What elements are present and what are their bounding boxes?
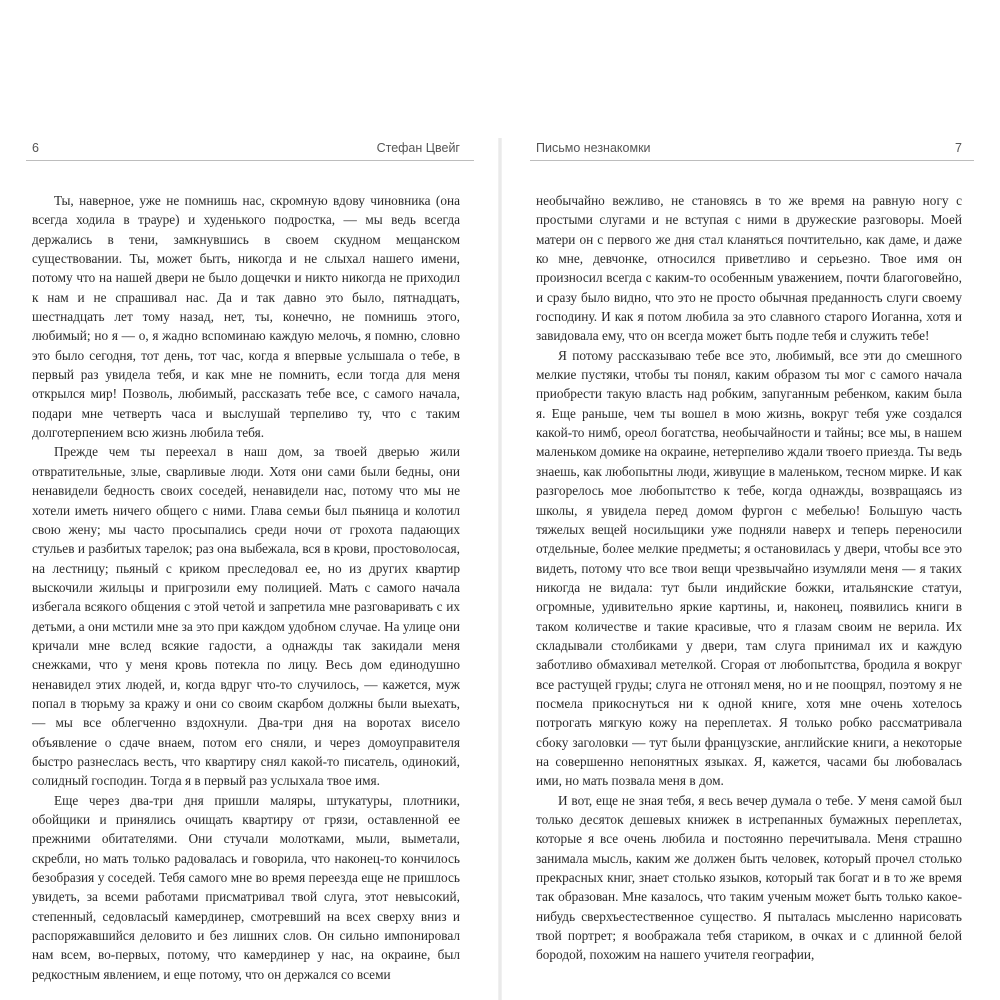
- left-text-block: [26, 161, 474, 984]
- right-page-number: 7: [955, 141, 962, 155]
- right-page: [530, 138, 974, 1000]
- paragraph: Еще через два-три дня пришли маляры, штукатуры, плотники, обойщики и принялись очищать квартиру от грязи, оставленной ее прежними обитателями. Они стучали молотками, мыли, выметали, скребли, но мать только радовалась и говорила, что наконец-то кончилось безобразия у соседей. Тебя самого мне во время переезда еще не пришлось увидеть, за всеми работами присматривал твой слуга, этот невысокий, степенный, седовласый камердинер, смотревший на всех сверху вниз и распоряжавшийся деловито и без лишних слов. Он сильно импонировал нам всем, во-первых, потому, что камердинер у нас, на окраине, был редкостным явлением, и еще потому, что он держался со всеми: [32, 792, 460, 982]
- right-text-block: [530, 161, 974, 965]
- book-gutter: [498, 138, 502, 1000]
- left-running-title: Стефан Цвейг: [376, 141, 460, 155]
- paragraph: Ты, наверное, уже не помнишь нас, скромную вдову чиновника (она всегда ходила в трауре) и худенького подростка, — мы ведь всегда держались в тени, замкнувшись в своем скудном мещанском существовании. Ты, может быть, никогда и не слыхал нашего имени, потому что на нашей двери не было дощечки и никто никогда не приходил к нам и не спрашивал нас. Да и так давно это было, пятнадцать, шестнадцать лет тому назад, нет, ты, конечно, не помнишь этого, любимый; но я — о, я жадно вспоминаю каждую мелочь, я помню, словно это было сегодня, тот день, тот час, когда я впервые услышала о тебе, в первый раз увидела тебя, и как мне не помнить, если тогда для меня открылся мир! Позволь, любимый, рассказать тебе все, с самого начала, подари мне четверть часа и выслушай терпеливо ту, что с таким долготерпением всю жизнь любила тебя.: [32, 193, 460, 441]
- paragraph-continued: необычайно вежливо, не становясь в то же время на равную ногу с простыми слугами и не вступая с ними в дружеские разговоры. Моей матери он с первого же дня стал кланяться почтительно, как даме, и даже ко мне, девчонке, относился приветливо и серьезно. Твое имя он произносил всегда с каким-то особенным уважением, почти благоговейно, и сразу было видно, что это не просто обычная преданность слуги своему господину. И как я потом любила за это славного старого Иоганна, хотя и завидовала ему, что он всегда может быть подле тебя и служить тебе!: [536, 193, 962, 344]
- paragraph: Прежде чем ты переехал в наш дом, за твоей дверью жили отвратительные, злые, сварливые люди. Хотя они сами были бедны, они ненавидели бедность своих соседей, ненавидели нас, потому что мы не хотели иметь ничего общего с ними. Глава семьи был пьяница и колотил свою жену; мы часто просыпались среди ночи от грохота падающих стульев и разбитых тарелок; раз она выбежала, вся в крови, простоволосая, на лестницу; пьяный с криком преследовал ее, но из других квартир выскочили жильцы и пригрозили ему полицией. Мать с самого начала избегала всякого общения с этой четой и запретила мне разговаривать с их детьми, а они мстили мне за это при каждом удобном случае. На улице они кричали мне вслед всякие гадости, а однажды так закидали меня снежками, что у меня кровь потекла по лицу. Весь дом единодушно ненавидел этих людей, и, когда вдруг что-то случилось, — кажется, муж попал в тюрьму за кражу и они со своим скарбом должны были выехать, — мы все облегченно вздохнули. Два-три дня на воротах висело объявление о сдаче внаем, потом его сняли, и через домоуправителя быстро разнеслась весть, что квартиру снял какой-то писатель, одинокий, солидный господин. Тогда я в первый раз услыхала твое имя.: [32, 444, 460, 789]
- left-page-number: 6: [32, 141, 39, 155]
- left-page: [26, 138, 474, 1000]
- paragraph: Я потому рассказываю тебе все это, любимый, все эти до смешного мелкие пустяки, чтобы ты понял, каким образом ты мог с самого начала приобрести такую власть над робким, запуганным ребенком, каким была я. Еще раньше, чем ты вошел в мою жизнь, вокруг тебя уже создался какой-то нимб, ореол богатства, необычайности и тайны; все мы, в нашем маленьком домике на окраине, нетерпеливо ждали твоего приезда. Ты ведь знаешь, как любопытны люди, живущие в маленьком, тесном мирке. И как разгорелось мое любопытство к тебе, когда однажды, возвращаясь из школы, я увидела перед домом фургон с мебелью! Большую часть тяжелых вещей носильщики уже подняли наверх и теперь переносили отдельные, более мелкие предметы; я остановилась у двери, чтобы все это видеть, потому что все твои вещи чрезвычайно изумляли меня — я таких никогда не видала: тут были индийские божки, итальянские статуи, огромные, удивительно яркие картины, и, наконец, появились книги в таком количестве и такие красивые, что я глазам своим не верила. Их складывали столбиками у двери, там слуга принимал их и каждую заботливо обмахивал метелкой. Сгорая от любопытства, бродила я вокруг все растущей груды; слуга не отгонял меня, но и не поощрял, поэтому я не посмела прикоснуться ни к одной книге, хотя мне очень хотелось потрогать мягкую кожу на переплетах. Я только робко рассматривала сбоку заголовки — тут были французские, английские книги, а некоторые на совершенно непонятных языках. Я, кажется, часами бы любовалась ими, но мать позвала меня в дом.: [536, 347, 962, 789]
- left-running-head: [26, 138, 474, 161]
- paragraph: И вот, еще не зная тебя, я весь вечер думала о тебе. У меня самой был только десяток дешевых книжек в истрепанных бумажных переплетах, которые я все очень любила и постоянно перечитывала. Меня страшно занимала мысль, каким же должен быть человек, который прочел столько прекрасных книг, знает столько языков, который так богат и в то же время так образован. Мне казалось, что таким ученым может быть только какое-нибудь сверхъестественное существо. Я пыталась мысленно нарисовать твой портрет; я воображала тебя стариком, в очках и с длинной белой бородой, похожим на нашего учителя географии,: [536, 792, 962, 963]
- right-running-title: Письмо незнакомки: [536, 141, 651, 155]
- right-running-head: [530, 138, 974, 161]
